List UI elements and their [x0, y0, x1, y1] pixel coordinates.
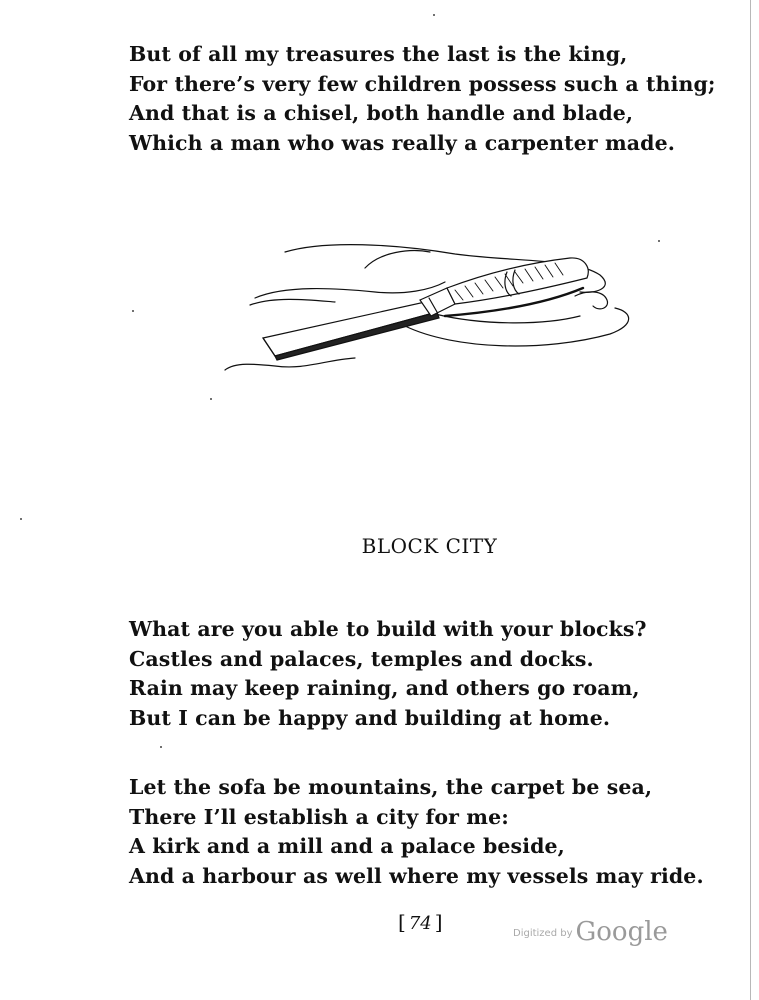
- page-number: [398, 910, 443, 934]
- print-speck: [210, 398, 212, 400]
- poem-line: Castles and palaces, temples and docks.: [129, 646, 594, 671]
- poem-title: BLOCK CITY: [361, 534, 498, 558]
- poem-line: Which a man who was really a carpenter made.: [129, 130, 675, 155]
- stanza-chisel: [129, 40, 716, 158]
- print-speck: [433, 14, 435, 16]
- page-number-open-bracket: [: [398, 910, 406, 934]
- poem-line: And that is a chisel, both handle and blade,: [129, 101, 634, 125]
- poem-line: Let the sofa be mountains, the carpet be sea,: [129, 775, 653, 799]
- page-number-close-bracket: ]: [434, 910, 443, 934]
- poem-line: But of all my treasures the last is the king,: [129, 42, 628, 66]
- poem-line: And a harbour as well where my vessels may ride.: [129, 863, 704, 888]
- page-edge-line: [750, 0, 751, 1000]
- poem-line: A kirk and a mill and a palace beside,: [129, 834, 565, 858]
- print-speck: [20, 518, 22, 520]
- print-speck: [658, 240, 660, 242]
- poem-line: But I can be happy and building at home.: [129, 705, 611, 730]
- print-speck: [132, 310, 134, 312]
- poem-line: What are you able to build with your blocks?: [129, 617, 647, 641]
- stanza-block-city-2: [129, 773, 704, 891]
- page-number-value: 74: [408, 913, 432, 934]
- poem-line: There I’ll establish a city for me:: [129, 804, 509, 829]
- watermark-brand: Google: [575, 917, 668, 947]
- google-digitized-watermark: [513, 917, 668, 947]
- chisel-illustration: [215, 230, 635, 380]
- stanza-block-city-1: [129, 615, 647, 733]
- poem-line: For there’s very few children possess such a thing;: [129, 71, 716, 96]
- print-speck: [160, 746, 162, 748]
- poem-line: Rain may keep raining, and others go roam,: [129, 676, 640, 700]
- watermark-prefix: Digitized by: [513, 928, 573, 939]
